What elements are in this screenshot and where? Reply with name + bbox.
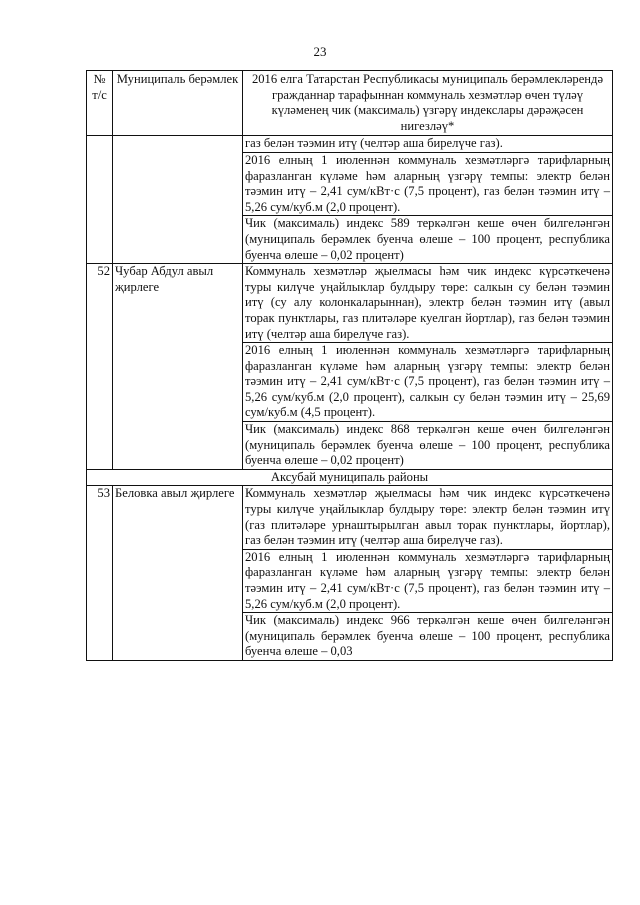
row-municipality-cell [113, 136, 243, 264]
table-row [87, 486, 613, 661]
header-municipality: Муниципаль берәмлек [113, 71, 243, 136]
row-paragraph: Чик (максималь) индекс 966 теркәлгән кеше өчен билгеләнгән (муниципаль берәмлек буенча өлеше – 100 процент, республика буенча өлеше – 0,03 [245, 613, 610, 659]
table-row [87, 264, 613, 470]
table-row-continuation [87, 136, 613, 264]
table-header-row [87, 71, 613, 136]
row-number: 52 [87, 264, 113, 470]
header-description: 2016 елга Татарстан Республикасы муниципаль берәмлекләрендә гражданнар тарафыннан коммуналь хезмәтләр өчен түләү күләменең чик (максималь) үзгәрү индекслары дәрәҗәсен нигезләү* [243, 71, 613, 136]
row-paragraph: 2016 елның 1 июленнән коммуналь хезмәтләргә тарифларның фаразланган күләме һәм аларның үзгәрү темпы: электр белән тәэмин итү – 2,41 сум/кВт·с (7,5 процент), газ белән тәэмин итү – 5,26 сум/куб.м (2,0 процент), салкын су белән тәэмин итү – 25,69 сум/куб.м (4,5 процент). [245, 343, 610, 420]
row-description-cell [243, 136, 613, 264]
row-paragraph: Коммуналь хезмәтләр җыелмасы һәм чик индекс күрсәткеченә туры килүче уңайлыклар булдыру төре: электр белән тәэмин итү (газ плитәләре урнаштырылган авыл торак пунктлары, йортлар), газ белән тәэмин итү (челтәр аша бирелүче газ). [245, 486, 610, 548]
tariff-index-table [86, 70, 613, 661]
row-paragraph: 2016 елның 1 июленнән коммуналь хезмәтләргә тарифларның фаразланган күләме һәм аларның үзгәрү темпы: электр белән тәэмин итү – 2,41 сум/кВт·с (7,5 процент), газ белән тәэмин итү – 5,26 сум/куб.м (2,0 процент). [245, 152, 610, 214]
row-number: 53 [87, 486, 113, 661]
page-number: 23 [313, 44, 327, 59]
row-paragraph: Чик (максималь) индекс 589 теркәлгән кеше өчен билгеләнгән (муниципаль берәмлек буенча өлеше – 100 процент, республика буенча өлеше – 0,02 процент) [245, 216, 610, 262]
row-municipality: Беловка авыл җирлеге [113, 486, 243, 661]
row-paragraph: Коммуналь хезмәтләр җыелмасы һәм чик индекс күрсәткеченә туры килүче уңайлыклар булдыру төре: салкын су белән тәэмин итү (су алу колонкаларыннан), электр белән тәэмин итү (авыл торак пунктлары, газ плитәләре куелган йортлар), газ белән тәэмин итү (челтәр аша бирелүче газ). [245, 264, 610, 341]
row-paragraph: 2016 елның 1 июленнән коммуналь хезмәтләргә тарифларның фаразланган күләме һәм аларның үзгәрү темпы: электр белән тәэмин итү – 2,41 сум/кВт·с (7,5 процент), газ белән тәэмин итү – 5,26 сум/куб.м (2,0 процент). [245, 549, 610, 611]
row-paragraph: Чик (максималь) индекс 868 теркәлгән кеше өчен билгеләнгән (муниципаль берәмлек буенча өлеше – 100 процент, республика буенча өлеше – 0,02 процент) [245, 422, 610, 468]
district-row [87, 469, 613, 486]
row-description-cell [243, 264, 613, 470]
header-number: № т/с [87, 71, 113, 136]
row-description-cell [243, 486, 613, 661]
row-paragraph: газ белән тәэмин итү (челтәр аша бирелүче газ). [245, 136, 503, 151]
district-title: Аксубай муниципаль районы [87, 469, 613, 486]
row-number-cell [87, 136, 113, 264]
row-municipality: Чубар Абдул авыл җирлеге [113, 264, 243, 470]
